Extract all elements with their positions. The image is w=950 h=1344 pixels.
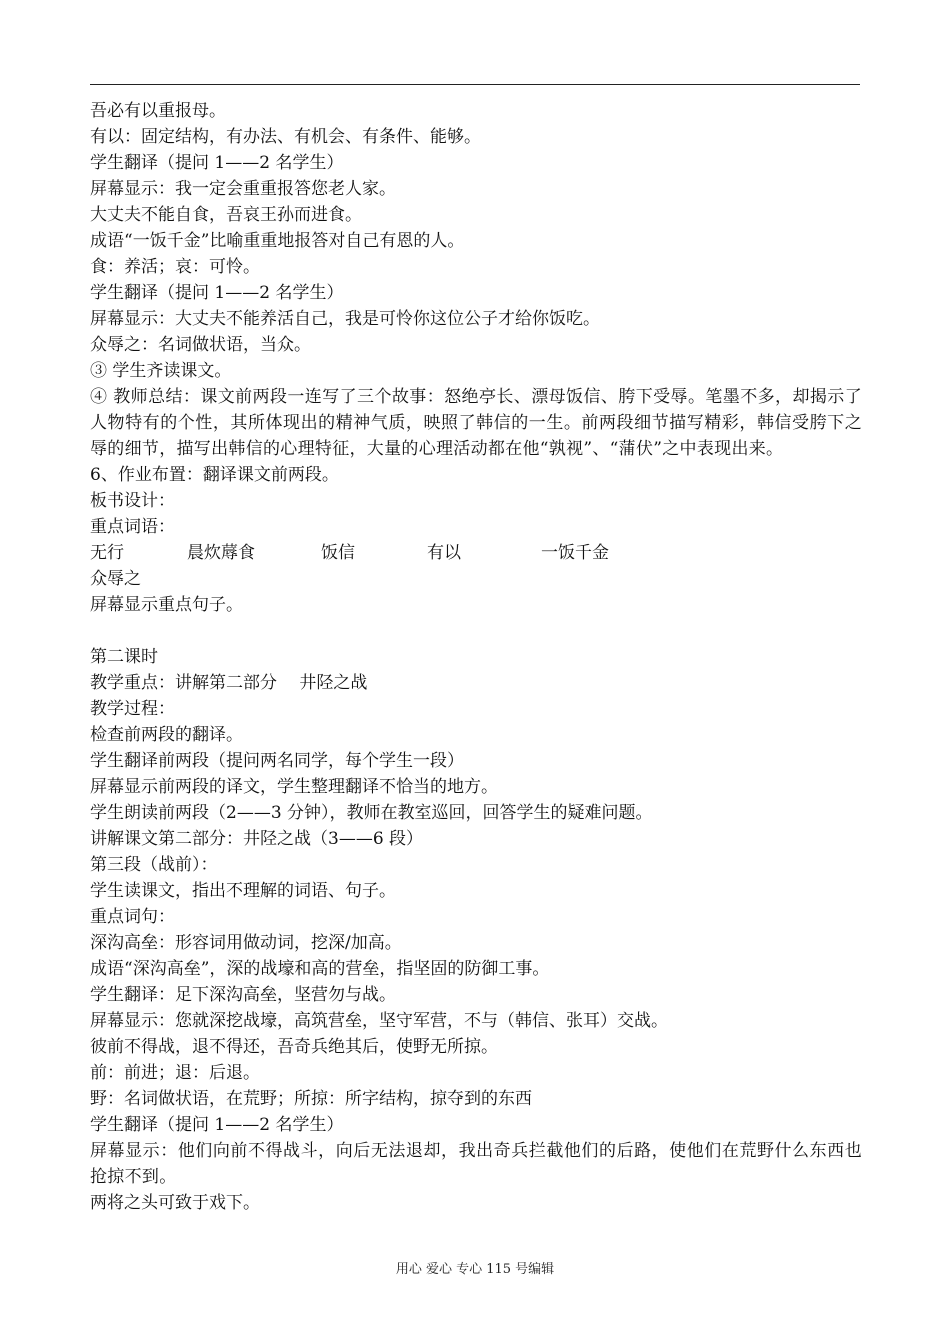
teacher-summary-paragraph: ④ 教师总结：课文前两段一连写了三个故事：怒绝亭长、漂母饭信、胯下受辱。笔墨不多，却揭示了人物特有的个性，其所体现出的精神气质，映照了韩信的一生。前两段细节描写精彩，韩信受胯下之辱的细节，描写出韩信的心理特征，大量的心理活动都在他“孰视”、“蒲伏”之中表现出来。 bbox=[90, 387, 862, 459]
text-line: 众辱之 bbox=[90, 569, 141, 589]
text-line: 学生翻译（提问 1——2 名学生） bbox=[90, 283, 344, 303]
page-footer: 用心 爱心 专心 115 号编辑 bbox=[395, 1262, 555, 1277]
text-line: 吾必有以重报母。 bbox=[90, 101, 226, 121]
text-line: 重点词语： bbox=[90, 517, 175, 537]
text-line: 学生读课文，指出不理解的词语、句子。 bbox=[90, 881, 396, 901]
text-line: 食：养活；哀：可怜。 bbox=[90, 257, 260, 277]
key-term: 一饭千金 bbox=[541, 543, 609, 563]
text-line: 两将之头可致于戏下。 bbox=[90, 1193, 260, 1213]
text-line: 彼前不得战，退不得还，吾奇兵绝其后，使野无所掠。 bbox=[90, 1037, 498, 1057]
text-line: 学生翻译（提问 1——2 名学生） bbox=[90, 1115, 344, 1135]
text-line: 教学过程： bbox=[90, 699, 175, 719]
text-line: 板书设计： bbox=[90, 491, 175, 511]
text-line: 屏幕显示前两段的译文，学生整理翻译不恰当的地方。 bbox=[90, 777, 498, 797]
section-homework bbox=[90, 462, 862, 540]
text-line: 教学重点：讲解第二部分 井陉之战 bbox=[90, 673, 368, 693]
text-line: 众辱之：名词做状语，当众。 bbox=[90, 335, 311, 355]
spacer bbox=[90, 618, 862, 644]
text-line: 成语“深沟高垒”，深的战壕和高的营垒，指坚固的防御工事。 bbox=[90, 959, 550, 979]
key-terms-row bbox=[90, 540, 862, 566]
header-rule bbox=[90, 84, 860, 85]
section-lesson-two bbox=[90, 644, 862, 1138]
text-line: 屏幕显示：大丈夫不能养活自己，我是可怜你这位公子才给你饭吃。 bbox=[90, 309, 600, 329]
key-term: 有以 bbox=[427, 543, 461, 563]
text-line: 检查前两段的翻译。 bbox=[90, 725, 243, 745]
text-line: 重点词句： bbox=[90, 907, 175, 927]
text-line: 前：前进；退：后退。 bbox=[90, 1063, 260, 1083]
key-term: 饭信 bbox=[321, 543, 355, 563]
text-line: 学生翻译：足下深沟高垒，坚营勿与战。 bbox=[90, 985, 396, 1005]
key-term: 无行 bbox=[90, 543, 124, 563]
text-line: 第三段（战前）： bbox=[90, 855, 218, 875]
text-line: 屏幕显示：我一定会重重报答您老人家。 bbox=[90, 179, 396, 199]
section-after-terms bbox=[90, 566, 862, 618]
text-line: 深沟高垒：形容词用做动词，挖深/加高。 bbox=[90, 933, 402, 953]
key-term: 晨炊蓐食 bbox=[187, 543, 255, 563]
text-line: 有以：固定结构，有办法、有机会、有条件、能够。 bbox=[90, 127, 481, 147]
text-line: 学生朗读前两段（2——3 分钟），教师在教室巡回，回答学生的疑难问题。 bbox=[90, 803, 653, 823]
lesson-heading: 第二课时 bbox=[90, 647, 158, 667]
text-line: 6、作业布置：翻译课文前两段。 bbox=[90, 465, 339, 485]
document-body bbox=[90, 98, 862, 1216]
text-line: 学生翻译前两段（提问两名同学，每个学生一段） bbox=[90, 751, 464, 771]
text-line: ③ 学生齐读课文。 bbox=[90, 361, 232, 381]
text-line: 讲解课文第二部分：井陉之战（3——6 段） bbox=[90, 829, 424, 849]
text-line: 屏幕显示：您就深挖战壕，高筑营垒，坚守军营，不与（韩信、张耳）交战。 bbox=[90, 1011, 668, 1031]
text-line: 学生翻译（提问 1——2 名学生） bbox=[90, 153, 344, 173]
text-line: 野：名词做状语，在荒野；所掠：所字结构，掠夺到的东西 bbox=[90, 1089, 532, 1109]
translation-paragraph: 屏幕显示：他们向前不得战斗，向后无法退却，我出奇兵拦截他们的后路，使他们在荒野什么东西也抢掠不到。 bbox=[90, 1141, 862, 1187]
section-top bbox=[90, 98, 862, 384]
text-line: 大丈夫不能自食，吾哀王孙而进食。 bbox=[90, 205, 362, 225]
text-line: 屏幕显示重点句子。 bbox=[90, 595, 243, 615]
text-line: 成语“一饭千金”比喻重重地报答对自己有恩的人。 bbox=[90, 231, 465, 251]
